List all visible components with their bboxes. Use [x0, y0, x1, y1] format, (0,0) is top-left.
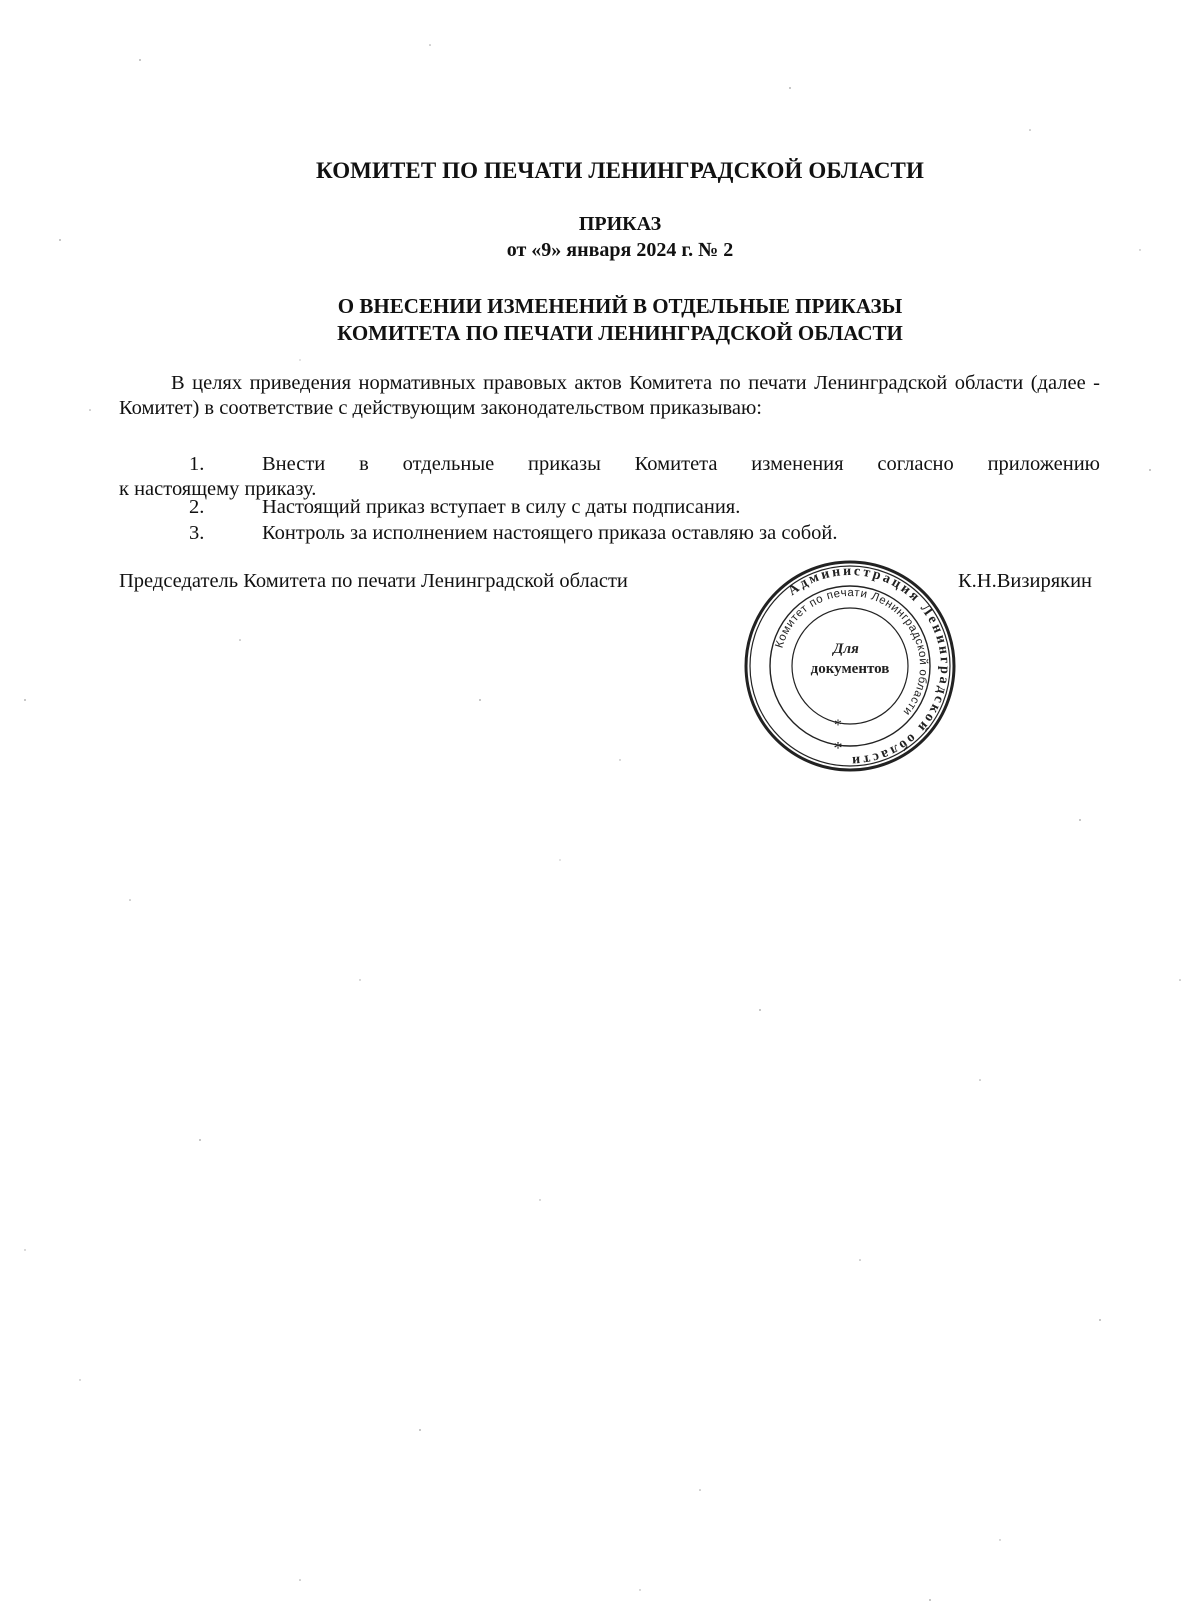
order-item: [119, 452, 1100, 477]
subject-line-2: КОМИТЕТА ПО ПЕЧАТИ ЛЕНИНГРАДСКОЙ ОБЛАСТИ: [337, 321, 903, 345]
preamble-paragraph: В целях приведения нормативных правовых актов Комитета по печати Ленинградской области (далее - Комитет) в соответствие с действующим законодательством приказываю:: [119, 372, 1100, 419]
stamp-star-inner: *: [834, 717, 842, 734]
order-item: [119, 495, 1100, 520]
item-text: Внести в отдельные приказы Комитета изменения согласно приложению: [262, 453, 1100, 475]
order-label: ПРИКАЗ: [578, 213, 662, 235]
stamp-inner-text: Комитет по печати Ленинградской области: [773, 586, 930, 718]
organization-title: КОМИТЕТ ПО ПЕЧАТИ ЛЕНИНГРАДСКОЙ ОБЛАСТИ: [315, 158, 924, 183]
stamp-center-line-2: документов: [810, 661, 890, 677]
subject-line-1: О ВНЕСЕНИИ ИЗМЕНЕНИЙ В ОТДЕЛЬНЫЕ ПРИКАЗЫ: [337, 294, 903, 318]
item-text: Настоящий приказ вступает в силу с даты подписания.: [262, 496, 741, 518]
stamp-star-outer: *: [833, 738, 843, 758]
stamp-center-line-1: Для: [833, 641, 859, 657]
item-number: 2.: [189, 496, 205, 518]
item-text-continuation: к настоящему приказу.: [119, 478, 317, 500]
item-text: Контроль за исполнением настоящего приказа оставляю за собой.: [262, 522, 838, 544]
item-number: 1.: [189, 453, 205, 475]
official-stamp: [742, 558, 958, 774]
order-date: от «9» января 2024 г. № 2: [506, 239, 734, 261]
signer-role: Председатель Комитета по печати Ленинградской области: [119, 570, 628, 592]
item-number: 3.: [189, 522, 205, 544]
signer-name: К.Н.Визирякин: [958, 570, 1093, 592]
order-item: [119, 521, 1100, 546]
order-subject: [0, 293, 1200, 347]
stamp-outer-text: Администрация Ленинградской области: [785, 563, 953, 769]
